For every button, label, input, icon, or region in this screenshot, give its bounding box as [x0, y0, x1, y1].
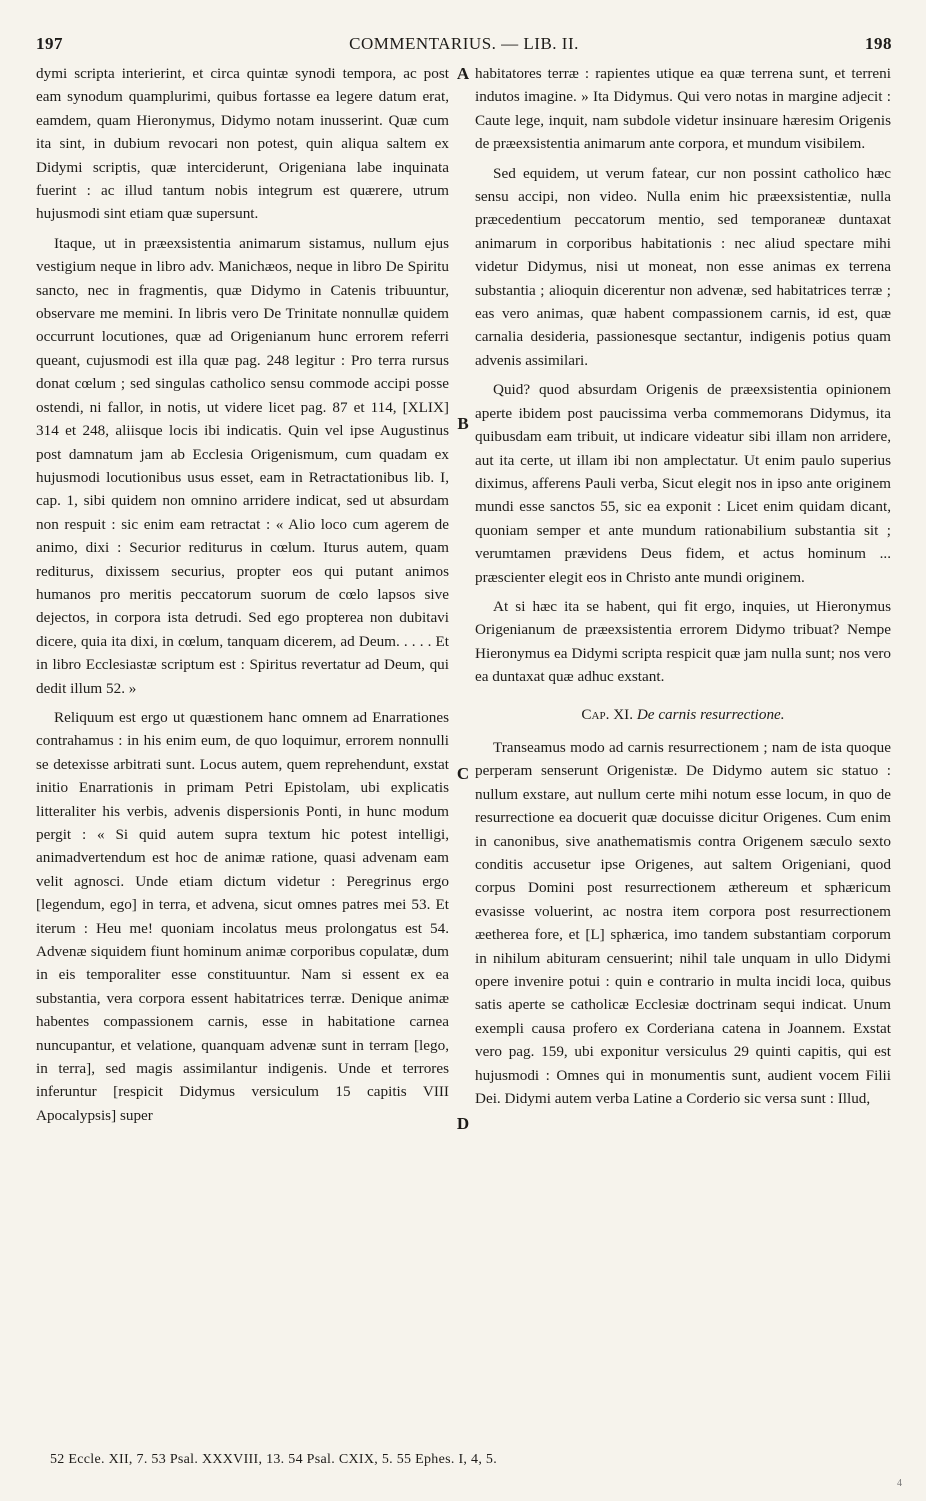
- left-column: [36, 62, 449, 1432]
- paragraph: Sed equidem, ut verum fatear, cur non possint catholico hæc sensu accipi, non video. Nulla enim hic præexsistentiæ, nulla præcedentium peccatorum mentio, sed temporaneæ duntaxat animarum in corporibus habitationis : nec aliud spectare mihi videtur Didymus, nisi ut moneat, non esse animas ex terrena substantia ; alioquin dicerentur non advenæ, sed habitatrices terræ ; eas vero animas, quæ habent compassionem carnis, id est, quæ carnalia desideria, passionesque sectantur, indigenis potius quam advenis assimilari.: [475, 164, 891, 369]
- chapter-heading: [475, 703, 891, 726]
- paragraph: Itaque, ut in præexsistentia animarum sistamus, nullum ejus vestigium neque in libro adv. Manichæos, neque in libro De Spiritu sancto, nec in fragmentis, quæ Didymo in Catenis tribuuntur, observare me memini. In libris vero De Trinitate nonnullæ quidem occurrunt locutiones, quæ ad Origenianum hunc errorem referri queant, cujusmodi est illa quæ pag. 248 legitur : Pro terra rursus donat cœlum ; sed singulas catholico sensu commode accipi posse ostendi, ni fallor, in notis, ut videre licet pag. 87 et 114, [XLIX] 314 et 248, aliisque locis ibi indicatis. Quin vel ipse Augustinus post damnatum jam ab Ecclesia Origenismum, cum quadam ex hujusmodi locutionibus usus esset, eam in Retractationibus lib. I, cap. 1, sibi quidem non omnino arridere indicat, sed ut absurdam non respuit : sic enim eam retractat : « Alio loco cum agerem de animo, dixi : Securior rediturus in cœlum. Iturus autem, quam rediturus, dixissem securius, propter eos qui putant animos humanos pro meritis peccatorum suorum de cœlo lapsos sive dejectos, in corpora ista detrudi. Sed ego propterea non dubitavi dicere, quia ita dixi, in cœlum, tanquam dicerem, ad Deum. . . . . Et in libro Ecclesiastæ scriptum est : Spiritus revertatur ad Deum, qui dedit illum 52. »: [36, 234, 449, 697]
- paragraph: Transeamus modo ad carnis resurrectionem ; nam de ista quoque perperam senserunt Origenistæ. De Didymo autem sic statuo : nullum exstare, aut nullum certe mihi notum esse locum, in quo de resurrectione ea docuerit quæ docuisse dicitur Origenes. Cum enim in canonibus, sive anathematismis contra Origenem sæculo sexto conditis accusetur ipse Origenes, aut saltem Origeniani, quod corpus Domini post resurrectionem æthereum et sphæricum evasisse voluerint, ac nostra item corpora post resurrectionem æetherea fore, et [L] sphærica, imo tandem substantiam corporum in nihilum abituram censuerint; nihil tale unquam in ullo Didymi opere invenire potui : quin e contrario in multa incidi loca, quibus satis aperte se catholicæ Ecclesiæ doctrinam sequi indicat. Unum exempli causa profero ex Corderiana catena in Joannem. Exstat vero pag. 159, ubi exponitur versiculus 29 quinti capitis, qui est hujusmodi : Omnes qui in monumentis sunt, audient vocem Filii Dei. Didymi autem verba Latine a Corderio sic versa sunt : Illud,: [475, 738, 891, 1108]
- paragraph: Quid? quod absurdam Origenis de præexsistentia opinionem aperte ibidem post paucissima verba commemorans Didymus, ita quibusdam eam tribuit, ut indicare videatur sibi illam non arridere, aut ita certe, ut illam ibi non amplectatur. Ut enim paulo superius diximus, afferens Pauli verba, Sicut elegit nos in ipso ante originem mundi esse sanctos 55, sic ea exponit : Licet enim quidam dicant, quoniam semper et ante mundum rationabilium substantia sit ; verumtamen prævidens Deus fidem, et actus hominum ... præscienter elegit eos in Christo ante mundi originem.: [475, 381, 891, 586]
- paragraph: habitatores terræ : rapientes utique ea quæ terrena sunt, et terreni indutos imagine. » Ita Didymus. Qui vero notas in margine adjecit : Caute lege, inquit, nam subdole videtur insinuare hæresim Origenis de præexsistentia animarum ante corpora, et mundum visibilem.: [475, 65, 891, 153]
- margin-marker-b: B: [457, 414, 469, 433]
- chapter-title: De carnis resurrectione.: [636, 705, 785, 723]
- running-header: [36, 34, 892, 58]
- margin-marker-a: A: [456, 64, 470, 83]
- running-title: COMMENTARIUS. — LIB. II.: [349, 34, 579, 53]
- margin-marker-c: C: [456, 764, 470, 783]
- right-column: [475, 62, 891, 1432]
- page-number-left: 197: [36, 34, 63, 53]
- footnotes: 52 Eccle. XII, 7. 53 Psal. XXXVIII, 13. 54 Psal. CXIX, 5. 55 Ephes. I, 4, 5.: [50, 1452, 498, 1467]
- chapter-label: Cap. XI.: [581, 705, 634, 723]
- margin-marker-d: D: [456, 1114, 470, 1133]
- page-number-right: 198: [865, 34, 892, 53]
- paragraph: dymi scripta interierint, et circa quintæ synodi tempora, ac post eam synodum quamplurimi, quibus fortasse ea legere datum erat, eamdem, quam Hieronymus, Didymo notam inusserint. Quæ cum ita sint, in dubium revocari non potest, quin aliqua saltem ex Didymi scriptis, quæ interciderunt, Origeniana labe inquinata fuerint : ac illud tantum nobis integrum est quærere, utrum hujusmodi sint etiam quæ supersunt.: [36, 65, 449, 223]
- page-mark: 4: [897, 1478, 902, 1489]
- paragraph: Reliquum est ergo ut quæstionem hanc omnem ad Enarrationes contrahamus : in his enim eum, de quo loquimur, errorem nonnulli se detexisse arbitrati sunt. Locus autem, quem reprehendunt, exstat initio Enarrationis in primam Petri Epistolam, ubi explicatis litteraliter his verbis, advenis dispersionis Ponti, in hunc modum pergit : « Si quid autem supra textum hic potest intelligi, animadvertendum est hoc de animæ ratione, quasi advenam eam velit agnosci. Unde etiam dictum videtur : Peregrinus ergo [legendum, ego] in terra, et advena, sicut omnes patres mei 53. Et iterum : Heu me! quoniam incolatus meus prolongatus est 54. Advenæ siquidem fiunt hominum animæ corporibus copulatæ, dum in eis temporaliter esse constituuntur. Nam si essent ex ea substantia, vera corpora essent habitatrices terræ. Denique animæ habentes compassionem carnis, esse in habitatione carnea nuncupantur, et velatione, quanquam advenæ sunt in terram [lego, in terra], sed magis assimilantur indigenis. Unde et terrores inferuntur [respicit Didymus versiculum 15 capitis VIII Apocalypsis] super: [36, 708, 449, 1124]
- paragraph: At si hæc ita se habent, qui fit ergo, inquies, ut Hieronymus Origenianum de præexsistentia errorem Didymo tribuat? Nempe Hieronymus ea Didymi scripta respicit quæ jam nulla sunt; nos vero ea duntaxat quæ adhuc exstant.: [475, 597, 891, 686]
